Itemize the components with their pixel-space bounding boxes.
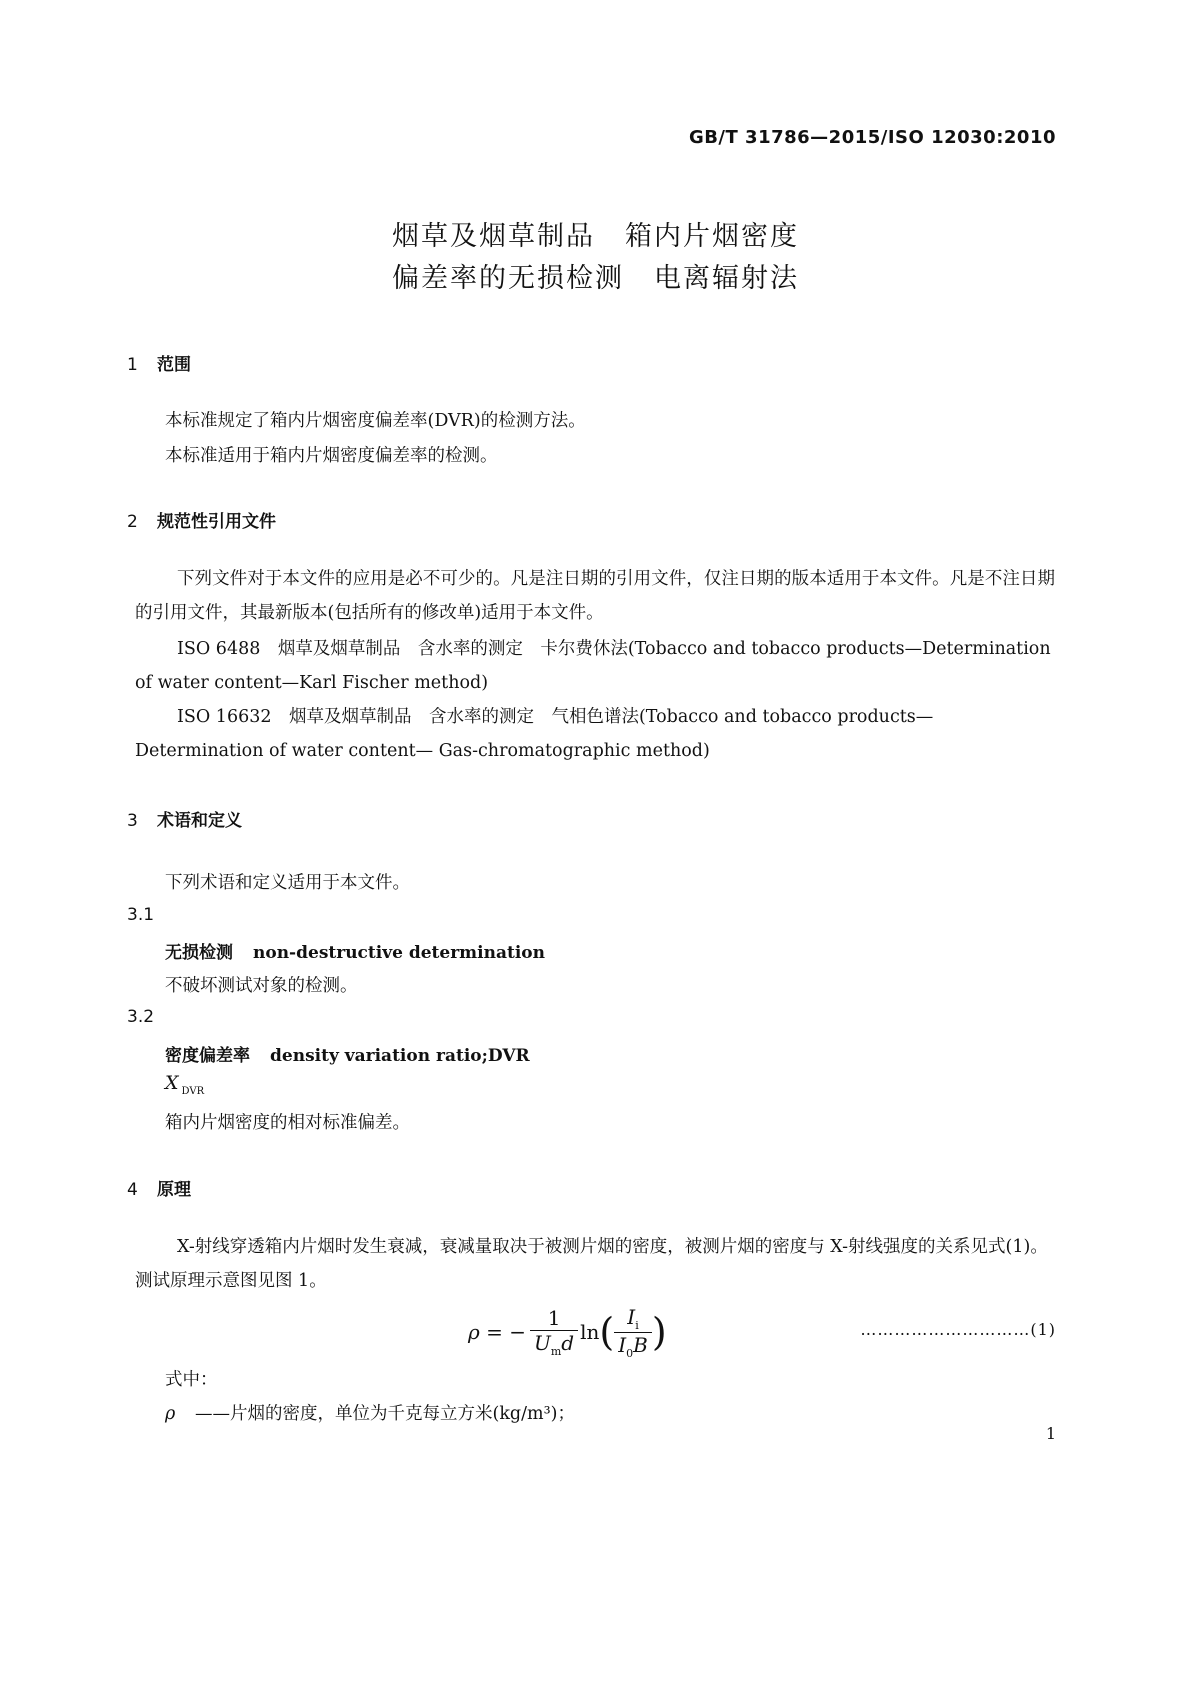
document-title-line2 bbox=[0, 256, 1191, 295]
section-4-paragraph: X-射线穿透箱内片烟时发生衰减，衰减量取决于被测片烟的密度，被测片烟的密度与 X-射线强度的关系见式(1)。测试原理示意图见图 1。 bbox=[135, 1237, 1048, 1291]
variable-rho-definition bbox=[165, 1400, 575, 1425]
fraction-denominator: $U_md$ bbox=[534, 1331, 575, 1358]
section-1-paragraph-2: 本标准适用于箱内片烟密度偏差率的检测。 bbox=[165, 446, 498, 466]
symbol-subscript: DVR bbox=[181, 1085, 205, 1097]
section-title: 规范性引用文件 bbox=[157, 512, 276, 532]
fraction-numerator: 1 bbox=[530, 1306, 578, 1331]
normative-reference-iso-16632: ISO 16632 烟草及烟草制品 含水率的测定 气相色谱法(Tobacco and tobacco products—Determination of water content— Gas-chromatographic method) bbox=[135, 707, 934, 761]
title-line2-part-b: 电离辐射法 bbox=[654, 263, 799, 294]
inner-numerator: $I_i$ bbox=[614, 1305, 652, 1333]
term-chinese: 无损检测 bbox=[165, 943, 233, 963]
standard-code: GB/T 31786—2015/ISO 12030:2010 bbox=[688, 127, 1056, 148]
definition-3-2-symbol bbox=[165, 1072, 204, 1097]
equation-inner-fraction bbox=[614, 1305, 652, 1360]
rho-symbol: ρ bbox=[165, 1404, 176, 1424]
section-1-heading bbox=[127, 350, 191, 375]
section-title: 范围 bbox=[157, 355, 191, 375]
definition-3-1-number: 3.1 bbox=[127, 905, 155, 925]
section-title: 术语和定义 bbox=[157, 811, 242, 831]
normative-reference-iso-6488: ISO 6488 烟草及烟草制品 含水率的测定 卡尔费休法(Tobacco and tobacco products—Determination of water content—Karl Fischer method) bbox=[135, 639, 1051, 693]
section-4-heading bbox=[127, 1175, 191, 1200]
inner-denominator: $I_0B$ bbox=[618, 1332, 648, 1360]
section-title: 原理 bbox=[157, 1180, 191, 1200]
left-paren: ( bbox=[599, 1310, 615, 1354]
term-english: density variation ratio;DVR bbox=[270, 1046, 530, 1066]
section-2-paragraph: 下列文件对于本文件的应用是必不可少的。凡是注日期的引用文件，仅注日期的版本适用于本文件。凡是不注日期的引用文件，其最新版本(包括所有的修改单)适用于本文件。 bbox=[135, 569, 1055, 623]
term-chinese: 密度偏差率 bbox=[165, 1046, 250, 1066]
section-number: 2 bbox=[127, 512, 138, 532]
equation-fraction bbox=[530, 1306, 578, 1358]
where-label: 式中： bbox=[165, 1370, 218, 1390]
right-paren: ) bbox=[651, 1310, 667, 1354]
title-line1-part-a: 烟草及烟草制品 bbox=[392, 221, 595, 252]
section-number: 3 bbox=[127, 811, 138, 831]
definition-3-1-text: 不破坏测试对象的检测。 bbox=[165, 976, 358, 996]
title-line1-part-b: 箱内片烟密度 bbox=[625, 221, 799, 252]
section-2-heading bbox=[127, 507, 276, 532]
term-english: non-destructive determination bbox=[253, 943, 545, 963]
section-3-heading bbox=[127, 806, 242, 831]
definition-3-2-number: 3.2 bbox=[127, 1007, 155, 1027]
definition-3-2-term bbox=[165, 1041, 530, 1066]
page-number: 1 bbox=[1045, 1424, 1056, 1443]
equation-1 bbox=[468, 1304, 667, 1360]
rho-description: ——片烟的密度，单位为千克每立方米(kg/m³)； bbox=[195, 1404, 575, 1424]
definition-3-2-text: 箱内片烟密度的相对标准偏差。 bbox=[165, 1113, 410, 1133]
section-number: 4 bbox=[127, 1180, 138, 1200]
section-number: 1 bbox=[127, 355, 138, 375]
section-1-paragraph-1: 本标准规定了箱内片烟密度偏差率(DVR)的检测方法。 bbox=[165, 411, 586, 431]
section-3-intro: 下列术语和定义适用于本文件。 bbox=[165, 873, 410, 893]
title-line2-part-a: 偏差率的无损检测 bbox=[392, 263, 624, 294]
document-title-line1 bbox=[0, 214, 1191, 253]
symbol-x: X bbox=[165, 1072, 179, 1094]
equation-lhs: ρ = − bbox=[468, 1320, 526, 1344]
definition-3-1-term bbox=[165, 938, 545, 963]
equation-ln: ln bbox=[580, 1320, 600, 1344]
equation-1-label: …………………………(1) bbox=[860, 1320, 1056, 1339]
